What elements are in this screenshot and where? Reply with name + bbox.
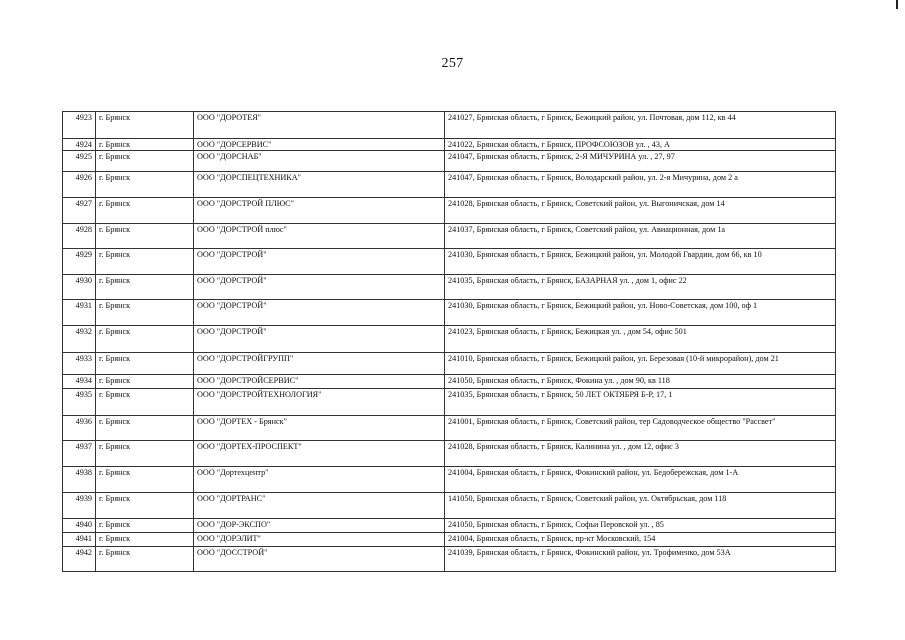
row-organization: ООО "ДОРСПЕЦТЕХНИКА" [194,172,445,198]
row-number: 4942 [63,547,96,572]
row-organization: ООО "ДОРСТРОЙ" [194,249,445,275]
registry-table-body [63,112,836,572]
row-city: г. Брянск [96,151,194,172]
table-row [63,249,836,275]
row-address: 241050, Брянская область, г Брянск, Фокина ул. , дом 90, кв 118 [445,375,836,389]
table-row [63,353,836,375]
scan-edge-mark [896,0,898,9]
row-organization: ООО "Дортехцентр" [194,467,445,493]
table-row [63,547,836,572]
row-organization: ООО "ДОРСТРОЙ" [194,275,445,300]
row-organization: ООО "ДОРСТРОЙГРУПП" [194,353,445,375]
table-row [63,493,836,519]
row-address: 241004, Брянская область, г Брянск, пр-кт Московский, 154 [445,533,836,547]
row-address: 241001, Брянская область, г Брянск, Советский район, тер Садоводческое общество "Рассвет" [445,416,836,441]
row-city: г. Брянск [96,533,194,547]
table-row [63,139,836,151]
row-address: 241047, Брянская область, г Брянск, 2-Я МИЧУРИНА ул. , 27, 97 [445,151,836,172]
row-address: 141050, Брянская область, г Брянск, Советский район, ул. Октябрьская, дом 118 [445,493,836,519]
row-number: 4939 [63,493,96,519]
row-organization: ООО "ДОРТЕХ - Брянск" [194,416,445,441]
row-address: 241028, Брянская область, г Брянск, Советский район, ул. Выгоничская, дом 14 [445,198,836,224]
table-row [63,441,836,467]
row-city: г. Брянск [96,375,194,389]
row-address: 241039, Брянская область, г Брянск, Фокинский район, ул. Трофименко, дом 53А [445,547,836,572]
row-address: 241035, Брянская область, г Брянск, 50 ЛЕТ ОКТЯБРЯ Б-Р, 17, 1 [445,389,836,416]
row-organization: ООО "ДОРСТРОЙ ПЛЮС" [194,198,445,224]
row-number: 4941 [63,533,96,547]
row-number: 4923 [63,112,96,139]
row-number: 4933 [63,353,96,375]
row-address: 241010, Брянская область, г Брянск, Бежицкий район, ул. Березовая (10-й микрорайон), дом 21 [445,353,836,375]
row-city: г. Брянск [96,441,194,467]
table-row [63,519,836,533]
table-row [63,224,836,249]
table-row [63,533,836,547]
row-number: 4925 [63,151,96,172]
row-city: г. Брянск [96,547,194,572]
row-address: 241050, Брянская область, г Брянск, Софьи Перовской ул. , 85 [445,519,836,533]
row-number: 4937 [63,441,96,467]
row-city: г. Брянск [96,353,194,375]
row-address: 241030, Брянская область, г Брянск, Бежицкий район, ул. Молодой Гвардии, дом 66, кв 10 [445,249,836,275]
row-organization: ООО "ДОРСТРОЙСЕРВИС" [194,375,445,389]
row-number: 4931 [63,300,96,326]
row-city: г. Брянск [96,519,194,533]
row-city: г. Брянск [96,493,194,519]
table-row [63,300,836,326]
row-city: г. Брянск [96,198,194,224]
row-address: 241022, Брянская область, г Брянск, ПРОФСОЮЗОВ ул. , 43, А [445,139,836,151]
row-number: 4938 [63,467,96,493]
row-number: 4926 [63,172,96,198]
row-address: 241037, Брянская область, г Брянск, Советский район, ул. Авиационная, дом 1а [445,224,836,249]
row-city: г. Брянск [96,326,194,353]
row-city: г. Брянск [96,172,194,198]
row-city: г. Брянск [96,112,194,139]
row-number: 4928 [63,224,96,249]
row-organization: ООО "ДОРТРАНС" [194,493,445,519]
row-city: г. Брянск [96,224,194,249]
row-address: 241035, Брянская область, г Брянск, БАЗАРНАЯ ул. , дом 1, офис 22 [445,275,836,300]
table-row [63,467,836,493]
row-number: 4924 [63,139,96,151]
row-number: 4934 [63,375,96,389]
registry-table [62,111,836,572]
page-number: 257 [441,56,464,71]
row-number: 4929 [63,249,96,275]
row-address: 241004, Брянская область, г Брянск, Фокинский район, ул. Бедобережская, дом 1-А [445,467,836,493]
row-city: г. Брянск [96,416,194,441]
table-row [63,389,836,416]
row-organization: ООО "ДОРТЕХ-ПРОСПЕКТ" [194,441,445,467]
row-number: 4936 [63,416,96,441]
row-organization: ООО "ДОРСНАБ" [194,151,445,172]
row-number: 4935 [63,389,96,416]
row-organization: ООО "ДОРСЕРВИС" [194,139,445,151]
row-address: 241030, Брянская область, г Брянск, Бежицкий район, ул. Ново-Советская, дом 100, оф 1 [445,300,836,326]
table-row [63,172,836,198]
row-city: г. Брянск [96,389,194,416]
row-address: 241028, Брянская область, г Брянск, Калинина ул. , дом 12, офис 3 [445,441,836,467]
table-row [63,198,836,224]
row-number: 4940 [63,519,96,533]
table-row [63,416,836,441]
table-row [63,151,836,172]
row-organization: ООО "ДОРОТЕЯ" [194,112,445,139]
row-city: г. Брянск [96,139,194,151]
row-number: 4927 [63,198,96,224]
row-address: 241047, Брянская область, г Брянск, Володарский район, ул. 2-я Мичурина, дом 2 а [445,172,836,198]
row-number: 4930 [63,275,96,300]
row-city: г. Брянск [96,275,194,300]
row-organization: ООО "ДОРСТРОЙ" [194,300,445,326]
row-address: 241023, Брянская область, г Брянск, Бежицкая ул. , дом 54, офис 501 [445,326,836,353]
table-row [63,375,836,389]
row-city: г. Брянск [96,300,194,326]
table-row [63,275,836,300]
row-city: г. Брянск [96,249,194,275]
row-organization: ООО "ДОРСТРОЙТЕХНОЛОГИЯ" [194,389,445,416]
row-organization: ООО "ДОРСТРОЙ" [194,326,445,353]
row-city: г. Брянск [96,467,194,493]
row-organization: ООО "ДОССТРОЙ" [194,547,445,572]
table-row [63,326,836,353]
row-organization: ООО "ДОР-ЭКСПО" [194,519,445,533]
table-row [63,112,836,139]
row-organization: ООО "ДОРСТРОЙ плюс" [194,224,445,249]
row-address: 241027, Брянская область, г Брянск, Бежицкий район, ул. Почтовая, дом 112, кв 44 [445,112,836,139]
row-organization: ООО "ДОРЭЛИТ" [194,533,445,547]
row-number: 4932 [63,326,96,353]
